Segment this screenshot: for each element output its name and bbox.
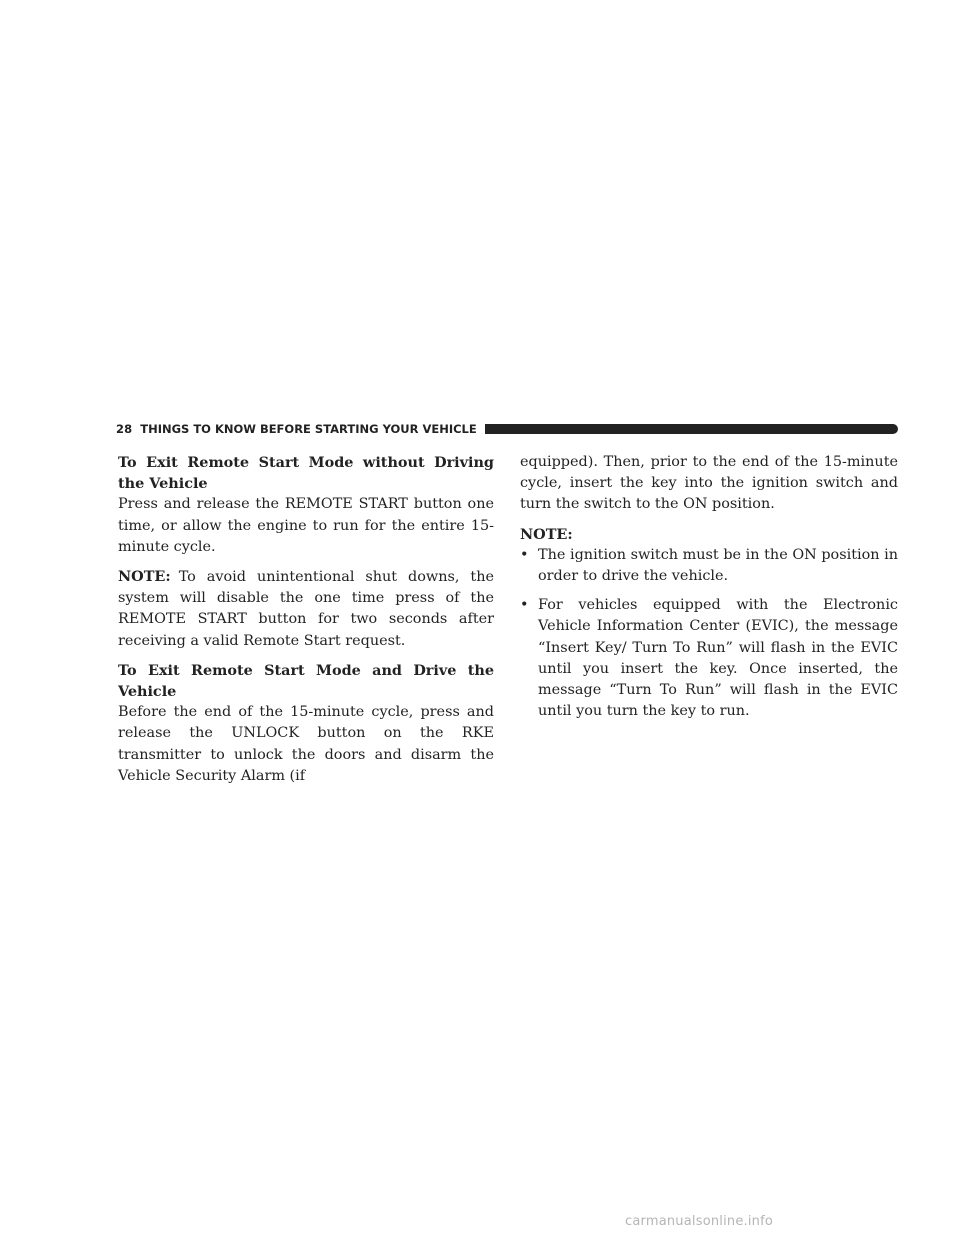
list-item <box>520 545 898 587</box>
header-rule <box>485 424 898 434</box>
paragraph-exit-and-drive: Before the end of the 15-minute cycle, press and release the UNLOCK button on the RKE transmitter to unlock the doors and disarm the Vehicle Security Alarm (if <box>118 704 494 784</box>
left-column <box>118 452 494 787</box>
note-bullet-list <box>520 545 898 723</box>
heading-exit-without-driving: To Exit Remote Start Mode without Driving the Vehicle <box>118 454 494 493</box>
bullet-icon: • <box>520 546 529 563</box>
note-text: To avoid unintentional shut downs, the system will disable the one time press of the REMOTE START button for two seconds after receiving a valid Remote Start request. <box>118 569 494 649</box>
note-label-right: NOTE: <box>520 525 573 543</box>
page-number: 28 <box>116 422 133 436</box>
watermark: carmanualsonline.info <box>625 1214 774 1229</box>
note-label: NOTE: <box>118 568 171 586</box>
note-paragraph <box>118 566 494 652</box>
heading-exit-and-drive: To Exit Remote Start Mode and Drive the Vehicle <box>118 661 494 701</box>
list-item-text: The ignition switch must be in the ON position in order to drive the vehicle. <box>538 546 898 585</box>
paragraph-continued: equipped). Then, prior to the end of the 15-minute cycle, insert the key into the ignition switch and turn the switch to the ON position. <box>520 454 898 513</box>
list-item <box>520 595 898 722</box>
list-item-text: For vehicles equipped with the Electronic Vehicle Information Center (EVIC), the message “Insert Key/ Turn To Run” will flash in the EVIC until you insert the key. Once inserted, the message “Turn To Run” will flash in the EVIC until you turn the key to run. <box>538 597 898 720</box>
page-header <box>116 420 898 438</box>
paragraph-exit-without-driving: Press and release the REMOTE START button one time, or allow the engine to run for the entire 15-minute cycle. <box>118 496 494 555</box>
right-column <box>520 452 898 730</box>
bullet-icon: • <box>520 597 529 614</box>
section-title: THINGS TO KNOW BEFORE STARTING YOUR VEHICLE <box>140 422 477 436</box>
